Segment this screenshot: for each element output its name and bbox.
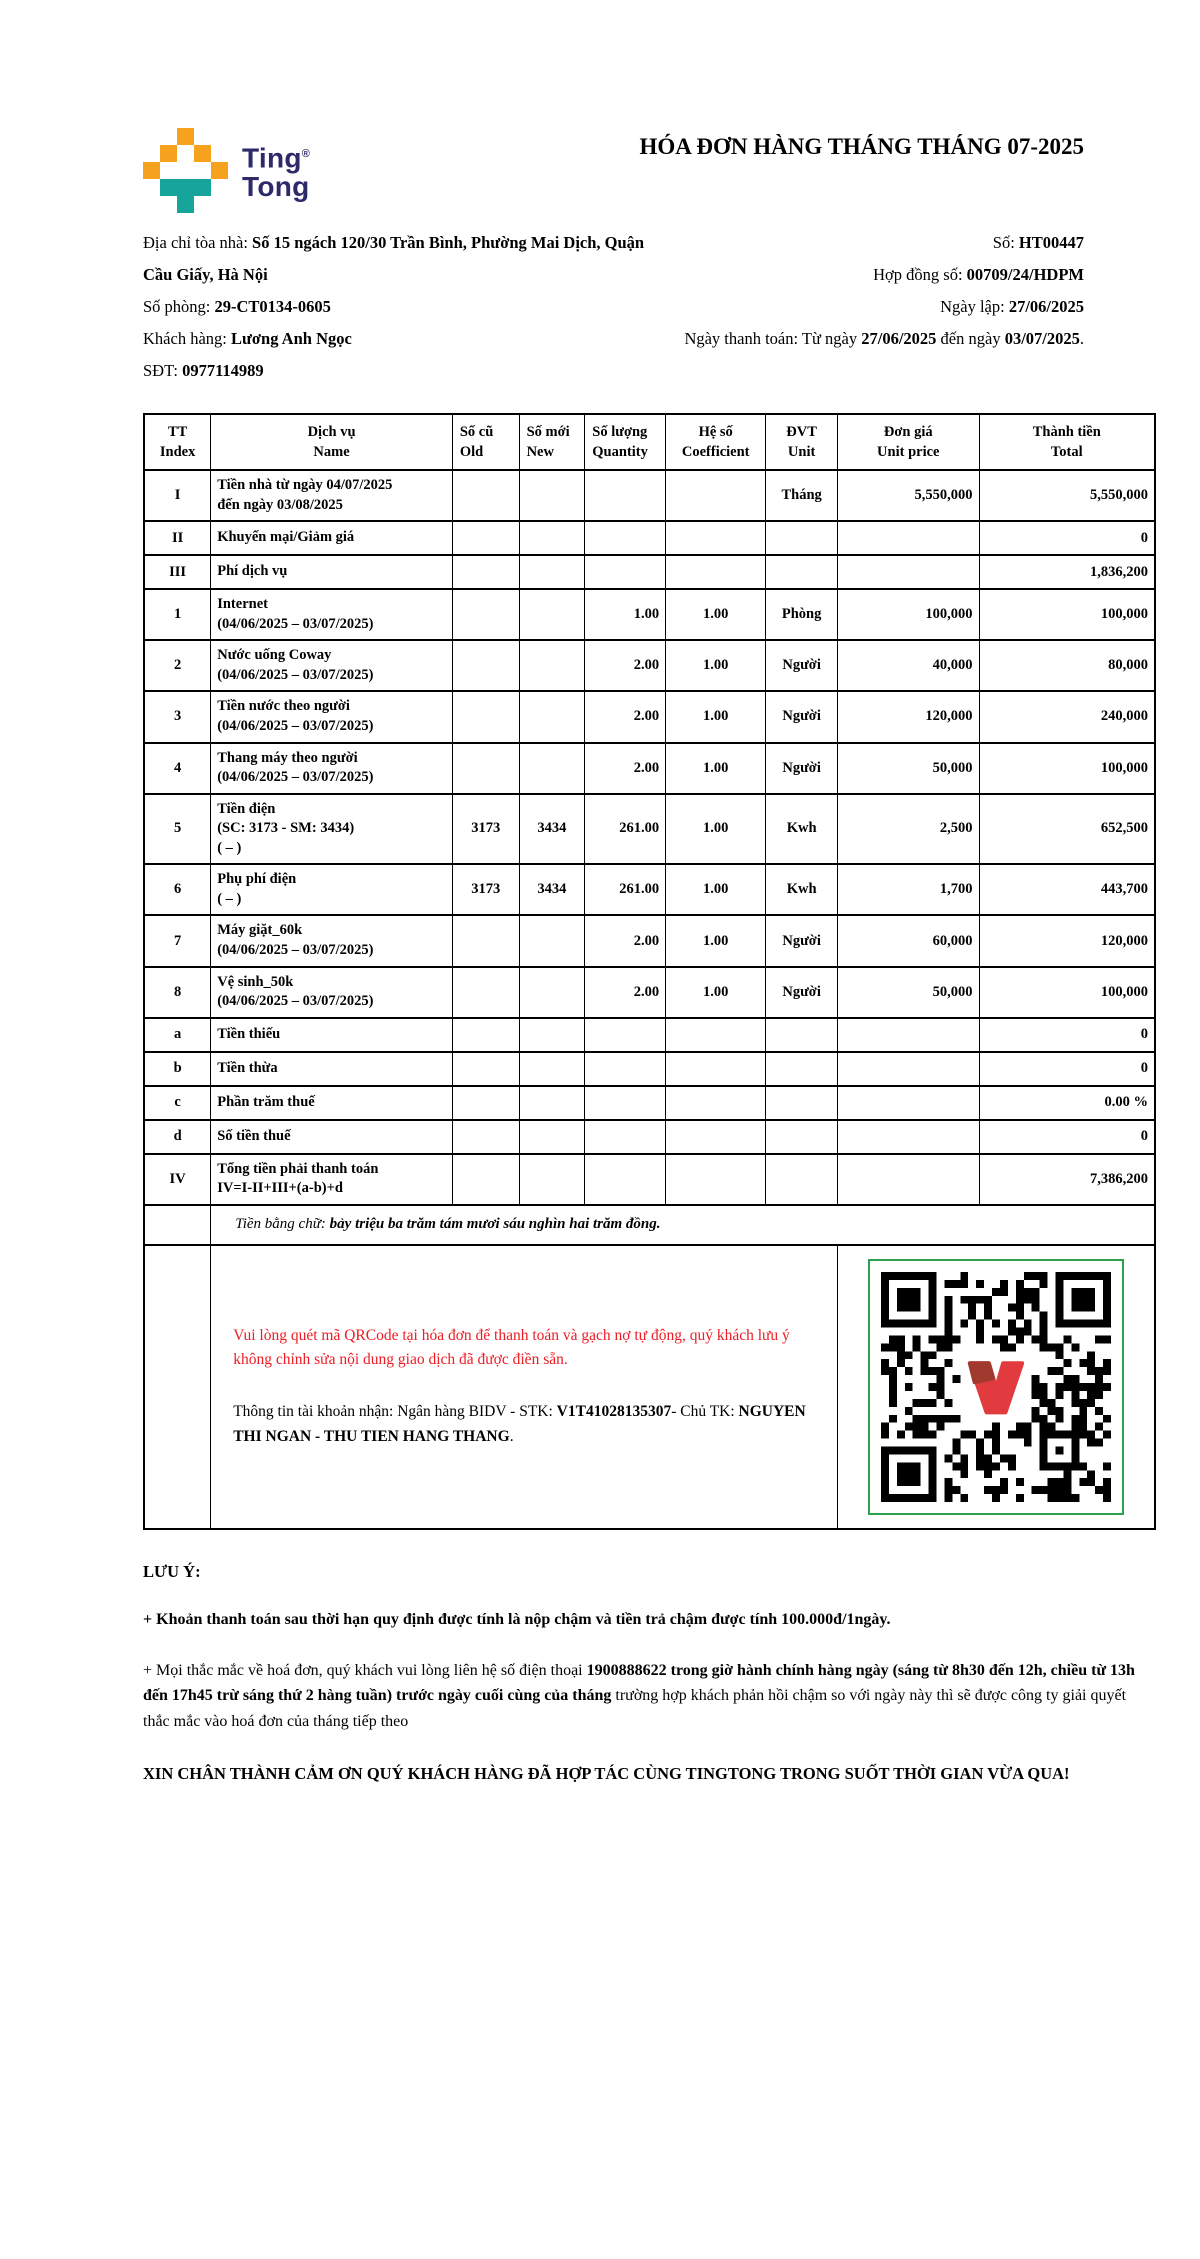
cell-new [519, 967, 585, 1018]
brand-logo [143, 128, 310, 213]
cell-total: 5,550,000 [979, 470, 1155, 521]
cell-qty [585, 1120, 666, 1154]
table-row [144, 1120, 1155, 1154]
cell-total: 0 [979, 1120, 1155, 1154]
table-row [144, 1154, 1155, 1205]
logo-square [160, 179, 211, 196]
cell-qty: 2.00 [585, 915, 666, 966]
cell-price: 5,550,000 [838, 470, 980, 521]
table-row [144, 1052, 1155, 1086]
cell-new [519, 743, 585, 794]
cell-name: Tiền thừa [211, 1052, 453, 1086]
cell-unit [766, 555, 838, 589]
logo-square [177, 128, 194, 145]
payment-instructions [211, 1245, 838, 1529]
cell-unit: Người [766, 967, 838, 1018]
cell-new [519, 589, 585, 640]
column-header-new: Số mới New [519, 414, 585, 470]
cell-qty: 2.00 [585, 743, 666, 794]
logo-square [160, 145, 177, 162]
cell-price: 1,700 [838, 864, 980, 915]
cell-unit: Người [766, 691, 838, 742]
cell-empty [144, 1205, 211, 1245]
cell-total: 1,836,200 [979, 555, 1155, 589]
table-row [144, 1086, 1155, 1120]
cell-total: 0 [979, 521, 1155, 555]
column-header-quantity: Số lượng Quantity [585, 414, 666, 470]
cell-idx: 6 [144, 864, 211, 915]
cell-idx: 3 [144, 691, 211, 742]
account-info: Thông tin tài khoản nhận: Ngân hàng BIDV - STK: V1T41028135307- Chủ TK: NGUYEN THI NGAN - THU TIEN HANG THANG. [233, 1403, 806, 1445]
table-row [144, 967, 1155, 1018]
cell-coef: 1.00 [666, 915, 766, 966]
cell-price [838, 521, 980, 555]
masthead [143, 128, 1156, 213]
cell-price [838, 555, 980, 589]
meta-right [684, 227, 1084, 387]
cell-idx: 8 [144, 967, 211, 1018]
cell-price [838, 1120, 980, 1154]
footer-notes [143, 1562, 1156, 1786]
phone-number-line: SĐT: 0977114989 [143, 361, 264, 380]
cell-old [452, 470, 519, 521]
cell-price [838, 1086, 980, 1120]
column-header-old: Số cũ Old [452, 414, 519, 470]
cell-old [452, 1086, 519, 1120]
cell-new: 3434 [519, 794, 585, 865]
cell-price: 50,000 [838, 743, 980, 794]
cell-old [452, 589, 519, 640]
cell-qty: 261.00 [585, 864, 666, 915]
cell-name: Nước uống Coway (04/06/2025 – 03/07/2025) [211, 640, 453, 691]
cell-coef: 1.00 [666, 691, 766, 742]
cell-old [452, 555, 519, 589]
cell-price: 40,000 [838, 640, 980, 691]
cell-old [452, 1120, 519, 1154]
cell-unit: Phòng [766, 589, 838, 640]
building-address-line: Địa chỉ tòa nhà: Số 15 ngách 120/30 Trần Bình, Phường Mai Dịch, Quận Cầu Giấy, Hà Nội [143, 233, 645, 284]
cell-unit: Kwh [766, 794, 838, 865]
cell-name: Tiền nước theo người (04/06/2025 – 03/07/2025) [211, 691, 453, 742]
brand-name [242, 140, 310, 200]
cell-qty [585, 1086, 666, 1120]
charges-table [143, 413, 1156, 1530]
thanks-note: XIN CHÂN THÀNH CẢM ƠN QUÝ KHÁCH HÀNG ĐÃ HỢP TÁC CÙNG TINGTONG TRONG SUỐT THỜI GIAN VỪA QUA! [143, 1763, 1070, 1783]
cell-unit: Người [766, 743, 838, 794]
cell-coef: 1.00 [666, 794, 766, 865]
cell-price [838, 1052, 980, 1086]
table-row [144, 470, 1155, 521]
cell-idx: 7 [144, 915, 211, 966]
table-row [144, 589, 1155, 640]
logo-square [194, 145, 211, 162]
cell-total: 120,000 [979, 915, 1155, 966]
table-row [144, 864, 1155, 915]
cell-price: 60,000 [838, 915, 980, 966]
cell-old [452, 1052, 519, 1086]
cell-qty: 2.00 [585, 640, 666, 691]
cell-total: 443,700 [979, 864, 1155, 915]
cell-idx: b [144, 1052, 211, 1086]
payment-period-line: Ngày thanh toán: Từ ngày 27/06/2025 đến ngày 03/07/2025. [684, 329, 1084, 348]
cell-old [452, 915, 519, 966]
invoice-number-line: Số: HT00447 [992, 233, 1084, 252]
logo-square [211, 162, 228, 179]
payment-row [144, 1245, 1155, 1529]
cell-total: 100,000 [979, 743, 1155, 794]
cell-name: Tiền điện (SC: 3173 - SM: 3434) ( – ) [211, 794, 453, 865]
cell-price: 120,000 [838, 691, 980, 742]
cell-coef: 1.00 [666, 640, 766, 691]
cell-total: 100,000 [979, 589, 1155, 640]
cell-idx: I [144, 470, 211, 521]
cell-new [519, 1052, 585, 1086]
cell-unit [766, 1052, 838, 1086]
cell-idx: III [144, 555, 211, 589]
invoice-title: HÓA ĐƠN HÀNG THÁNG THÁNG 07-2025 [639, 134, 1084, 159]
column-header-name: Dịch vụ Name [211, 414, 453, 470]
column-header-total: Thành tiền Total [979, 414, 1155, 470]
cell-coef [666, 1120, 766, 1154]
amount-in-words-row [144, 1205, 1155, 1245]
cell-name: Phụ phí điện ( – ) [211, 864, 453, 915]
qr-pattern-icon [881, 1272, 1111, 1502]
table-row [144, 691, 1155, 742]
cell-old [452, 967, 519, 1018]
column-header-unit-price: Đơn giá Unit price [838, 414, 980, 470]
cell-total: 80,000 [979, 640, 1155, 691]
cell-total: 0.00 % [979, 1086, 1155, 1120]
contract-number-line: Hợp đồng số: 00709/24/HDPM [873, 265, 1084, 284]
cell-name: Tiền thiếu [211, 1018, 453, 1052]
contact-note: + Mọi thắc mắc về hoá đơn, quý khách vui lòng liên hệ số điện thoại 1900888622 trong giờ hành chính hàng ngày (sáng từ 8h30 đến 12h, chiều từ 13h đến 17h45 trừ sáng thứ 2 hàng tuần) trước ngày cuối cùng của tháng trường hợp khách phản hồi chậm so với ngày này thì sẽ được công ty giải quyết thắc mắc vào hoá đơn của tháng tiếp theo [143, 1661, 1135, 1730]
brand-line2: Tong [242, 170, 310, 202]
table-row [144, 915, 1155, 966]
cell-qty: 261.00 [585, 794, 666, 865]
table-row [144, 640, 1155, 691]
cell-new [519, 1154, 585, 1205]
cell-idx: II [144, 521, 211, 555]
cell-qty [585, 521, 666, 555]
cell-name: Vệ sinh_50k (04/06/2025 – 03/07/2025) [211, 967, 453, 1018]
cell-total: 652,500 [979, 794, 1155, 865]
cell-coef [666, 555, 766, 589]
column-header-unit: ĐVT Unit [766, 414, 838, 470]
meta-left [143, 227, 668, 387]
cell-price [838, 1154, 980, 1205]
table-row [144, 794, 1155, 865]
cell-total: 7,386,200 [979, 1154, 1155, 1205]
cell-total: 0 [979, 1052, 1155, 1086]
cell-unit: Người [766, 640, 838, 691]
cell-idx: 5 [144, 794, 211, 865]
table-header-row [144, 414, 1155, 470]
cell-empty [144, 1245, 211, 1529]
cell-new [519, 915, 585, 966]
cell-idx: 2 [144, 640, 211, 691]
cell-qty [585, 1154, 666, 1205]
cell-coef [666, 470, 766, 521]
late-fee-note: + Khoản thanh toán sau thời hạn quy định được tính là nộp chậm và tiền trả chậm được tính 100.000đ/1ngày. [143, 1610, 891, 1628]
cell-idx: c [144, 1086, 211, 1120]
cell-old [452, 1154, 519, 1205]
cell-idx: 4 [144, 743, 211, 794]
cell-idx: IV [144, 1154, 211, 1205]
cell-name: Khuyến mại/Giảm giá [211, 521, 453, 555]
cell-qty: 2.00 [585, 691, 666, 742]
cell-unit [766, 1018, 838, 1052]
cell-total: 0 [979, 1018, 1155, 1052]
cell-new [519, 691, 585, 742]
cell-old: 3173 [452, 864, 519, 915]
cell-name: Máy giặt_60k (04/06/2025 – 03/07/2025) [211, 915, 453, 966]
qr-code [868, 1259, 1124, 1515]
cell-unit: Người [766, 915, 838, 966]
cell-qty [585, 555, 666, 589]
notes-heading: LƯU Ý: [143, 1561, 201, 1581]
cell-qty [585, 470, 666, 521]
cell-price [838, 1018, 980, 1052]
cell-name: Phần trăm thuế [211, 1086, 453, 1120]
registered-mark: ® [301, 148, 311, 161]
cell-unit: Kwh [766, 864, 838, 915]
cell-old [452, 691, 519, 742]
cell-name: Phí dịch vụ [211, 555, 453, 589]
cell-idx: 1 [144, 589, 211, 640]
cell-total: 100,000 [979, 967, 1155, 1018]
cell-coef: 1.00 [666, 864, 766, 915]
cell-new [519, 521, 585, 555]
cell-qty [585, 1052, 666, 1086]
cell-new [519, 470, 585, 521]
cell-price: 50,000 [838, 967, 980, 1018]
cell-qty: 2.00 [585, 967, 666, 1018]
cell-coef [666, 521, 766, 555]
cell-unit [766, 1120, 838, 1154]
column-header-coefficient: Hệ số Coefficient [666, 414, 766, 470]
cell-coef: 1.00 [666, 967, 766, 1018]
cell-coef [666, 1086, 766, 1120]
cell-idx: a [144, 1018, 211, 1052]
cell-old: 3173 [452, 794, 519, 865]
room-number-line: Số phòng: 29-CT0134-0605 [143, 297, 331, 316]
cell-new [519, 1086, 585, 1120]
table-row [144, 1018, 1155, 1052]
qr-scan-warning: Vui lòng quét mã QRCode tại hóa đơn để thanh toán và gạch nợ tự động, quý khách lưu ý không chỉnh sửa nội dung giao dịch đã được điền sẵn. [233, 1327, 790, 1369]
cell-coef: 1.00 [666, 589, 766, 640]
logo-square [143, 162, 160, 179]
cell-name: Internet (04/06/2025 – 03/07/2025) [211, 589, 453, 640]
qr-code-cell [838, 1245, 1156, 1529]
cell-name: Tiền nhà từ ngày 04/07/2025 đến ngày 03/08/2025 [211, 470, 453, 521]
brand-line1: Ting [242, 142, 302, 174]
cell-new: 3434 [519, 864, 585, 915]
cell-old [452, 1018, 519, 1052]
column-header-index: TT Index [144, 414, 211, 470]
cell-old [452, 743, 519, 794]
cell-old [452, 640, 519, 691]
cell-new [519, 640, 585, 691]
cell-unit: Tháng [766, 470, 838, 521]
table-row [144, 743, 1155, 794]
tingtong-logo-icon [143, 128, 228, 213]
cell-unit [766, 1154, 838, 1205]
cell-name: Số tiền thuế [211, 1120, 453, 1154]
cell-unit [766, 1086, 838, 1120]
cell-unit [766, 521, 838, 555]
cell-coef [666, 1018, 766, 1052]
table-row [144, 555, 1155, 589]
logo-square [177, 196, 194, 213]
issue-date-line: Ngày lập: 27/06/2025 [940, 297, 1084, 316]
cell-name: Thang máy theo người (04/06/2025 – 03/07/2025) [211, 743, 453, 794]
cell-new [519, 1018, 585, 1052]
cell-coef [666, 1052, 766, 1086]
cell-new [519, 1120, 585, 1154]
cell-qty: 1.00 [585, 589, 666, 640]
invoice-meta [143, 227, 1156, 387]
cell-name: Tổng tiền phải thanh toán IV=I-II+III+(a-b)+d [211, 1154, 453, 1205]
cell-price: 2,500 [838, 794, 980, 865]
table-row [144, 521, 1155, 555]
customer-name-line: Khách hàng: Lương Anh Ngọc [143, 329, 352, 348]
cell-new [519, 555, 585, 589]
cell-coef [666, 1154, 766, 1205]
cell-total: 240,000 [979, 691, 1155, 742]
cell-old [452, 521, 519, 555]
cell-idx: d [144, 1120, 211, 1154]
cell-price: 100,000 [838, 589, 980, 640]
amount-in-words: Tiền bằng chữ: bảy triệu ba trăm tám mươi sáu nghìn hai trăm đồng. [211, 1205, 1155, 1245]
cell-qty [585, 1018, 666, 1052]
cell-coef: 1.00 [666, 743, 766, 794]
